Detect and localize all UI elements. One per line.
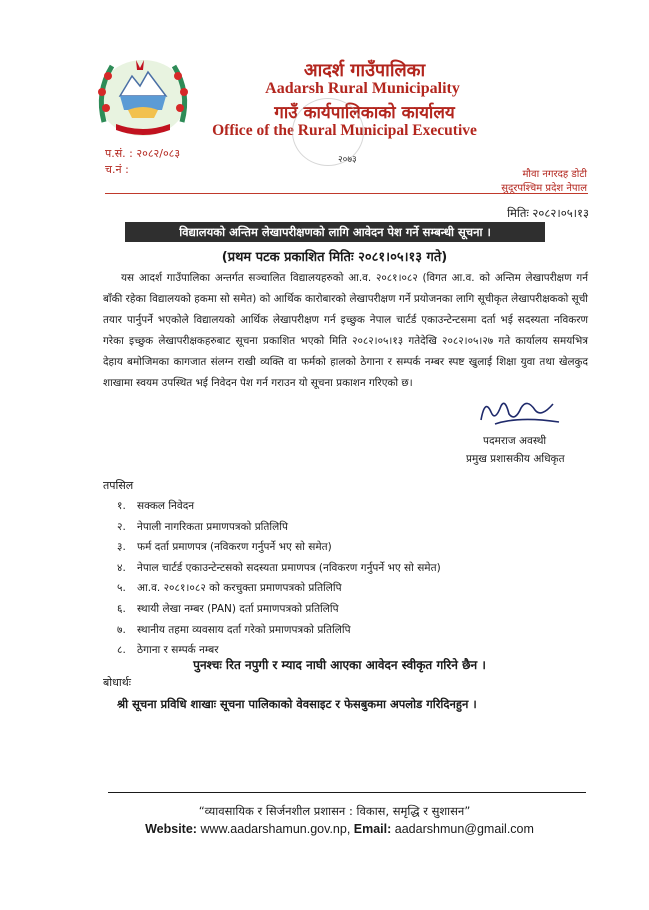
notice-title-text: विद्यालयको अन्तिम लेखापरीक्षणको लागि आवेदन पेश गर्ने सम्बन्धी सूचना । bbox=[179, 224, 491, 239]
footer-divider bbox=[108, 792, 586, 793]
cc-heading: बोधार्थः bbox=[103, 676, 131, 689]
list-item: ७. स्थानीय तहमा व्यवसाय दर्ता गरेको प्रमाणपत्रको प्रतिलिपि bbox=[117, 623, 351, 636]
website-link[interactable]: www.aadarshamun.gov.np, bbox=[200, 822, 351, 836]
location-line-1: मौवा नगरदह डोटी bbox=[522, 169, 587, 180]
office-name-nepali: गाउँ कार्यपालिकाको कार्यालय bbox=[274, 103, 455, 123]
header-divider bbox=[105, 193, 588, 194]
notice-subtitle: (प्रथम पटक प्रकाशित मितिः २०८१।०५।१३ गते) bbox=[221, 250, 448, 265]
stamp-year: २०७३ bbox=[338, 155, 357, 165]
municipality-name-nepali: आदर्श गाउँपालिका bbox=[303, 60, 426, 81]
list-item: ६. स्थायी लेखा नम्बर (PAN) दर्ता प्रमाणपत्रको प्रतिलिपि bbox=[117, 602, 339, 615]
notice-body: यस आदर्श गाउँपालिका अन्तर्गत सञ्चालित विद्यालयहरुको आ.व. २०८१।०८२ (विगत आ.व. को अन्तिम लेखापरीक्षण गर्न बाँकी रहेका विद्यालयको हकमा सो समेत) को आर्थिक कारोबारको लेखापरीक्षण गर्ने प्रयोजनका लागि सूचीकृत लेखापरीक्षकको सूची तयार पार्नुपर्ने भएकोले विद्यालयको आर्थिक लेखापरीक्षण गर्न इच्छुक नेपाल चार्टर्ड एकाउन्टेन्टसमा दर्ता भई सदस्यता नविकरण गरेका इच्छुक लेखापरीक्षकहरुबाट सूचना प्रकाशित भएको मिति २०८२।०५।१३ गतेदेखि २०८२।०५।२७ गते कार्यालय समयभित्र देहाय बमोजिमका कागजात संलग्न राखी व्यक्ति वा फर्मको हालको ठेगाना र सम्पर्क नम्बर स्पष्ट खुलाई शिक्षा युवा तथा खेलकुद शाखामा स्वयम उपस्थित भई निवेदन पेश गर्न गराउन यो सूचना प्रकाशन गरिएको छ। bbox=[103, 272, 588, 389]
footer-contact bbox=[0, 822, 649, 836]
list-item: ३. फर्म दर्ता प्रमाणपत्र (नविकरण गर्नुपर्ने भए सो समेत) bbox=[117, 541, 332, 554]
cc-line: श्री सूचना प्रविधि शाखाः सूचना पालिकाको वेवसाइट र फेसबुकमा अपलोड गरिदिनहुन । bbox=[117, 697, 477, 711]
notice-title bbox=[125, 222, 545, 242]
signature-icon bbox=[475, 392, 561, 432]
list-item: ८. ठेगाना र सम्पर्क नम्बर bbox=[117, 644, 219, 657]
list-item: ४. नेपाल चार्टर्ड एकाउन्टेन्टसको सदस्यता प्रमाणपत्र (नविकरण गर्नुपर्ने भए सो समेत) bbox=[117, 561, 441, 574]
website-label: Website: bbox=[145, 822, 197, 836]
ref-cn: च.नं : bbox=[105, 163, 129, 176]
tapsil-heading: तपसिल bbox=[103, 479, 134, 492]
notice-date: मितिः २०८२।०५।१३ bbox=[507, 206, 589, 220]
email-label: Email: bbox=[353, 822, 392, 836]
office-name-english: Office of the Rural Municipal Executive bbox=[212, 122, 477, 139]
signatory-title: प्रमुख प्रशासकीय अधिकृत bbox=[466, 453, 565, 465]
requirements-list bbox=[117, 496, 441, 661]
location-line-2: सुदूरपश्चिम प्रदेश नेपाल bbox=[501, 183, 587, 194]
email-link[interactable]: aadarshmun@gmail.com bbox=[394, 822, 534, 836]
signatory-name: पदमराज अवस्थी bbox=[483, 435, 547, 447]
list-item: १. सक्कल निवेदन bbox=[117, 500, 195, 512]
list-item: २. नेपाली नागरिकता प्रमाणपत्रको प्रतिलिपि bbox=[117, 520, 288, 533]
ref-ps: प.सं. : २०८२/०८३ bbox=[105, 147, 181, 160]
list-item: ५. आ.व. २०८१।०८२ को करचुक्ता प्रमाणपत्रको प्रतिलिपि bbox=[117, 582, 342, 595]
footer-slogan: “व्यावसायिक र सिर्जनशील प्रशासन : विकास, समृद्धि र सुशासन” bbox=[198, 804, 471, 818]
municipality-name-english: Aadarsh Rural Municipality bbox=[265, 80, 460, 97]
postscript-note: पुनश्चः रित नपुगी र म्याद नाघी आएका आवेदन स्वीकृत गरिने छैन । bbox=[193, 658, 486, 672]
